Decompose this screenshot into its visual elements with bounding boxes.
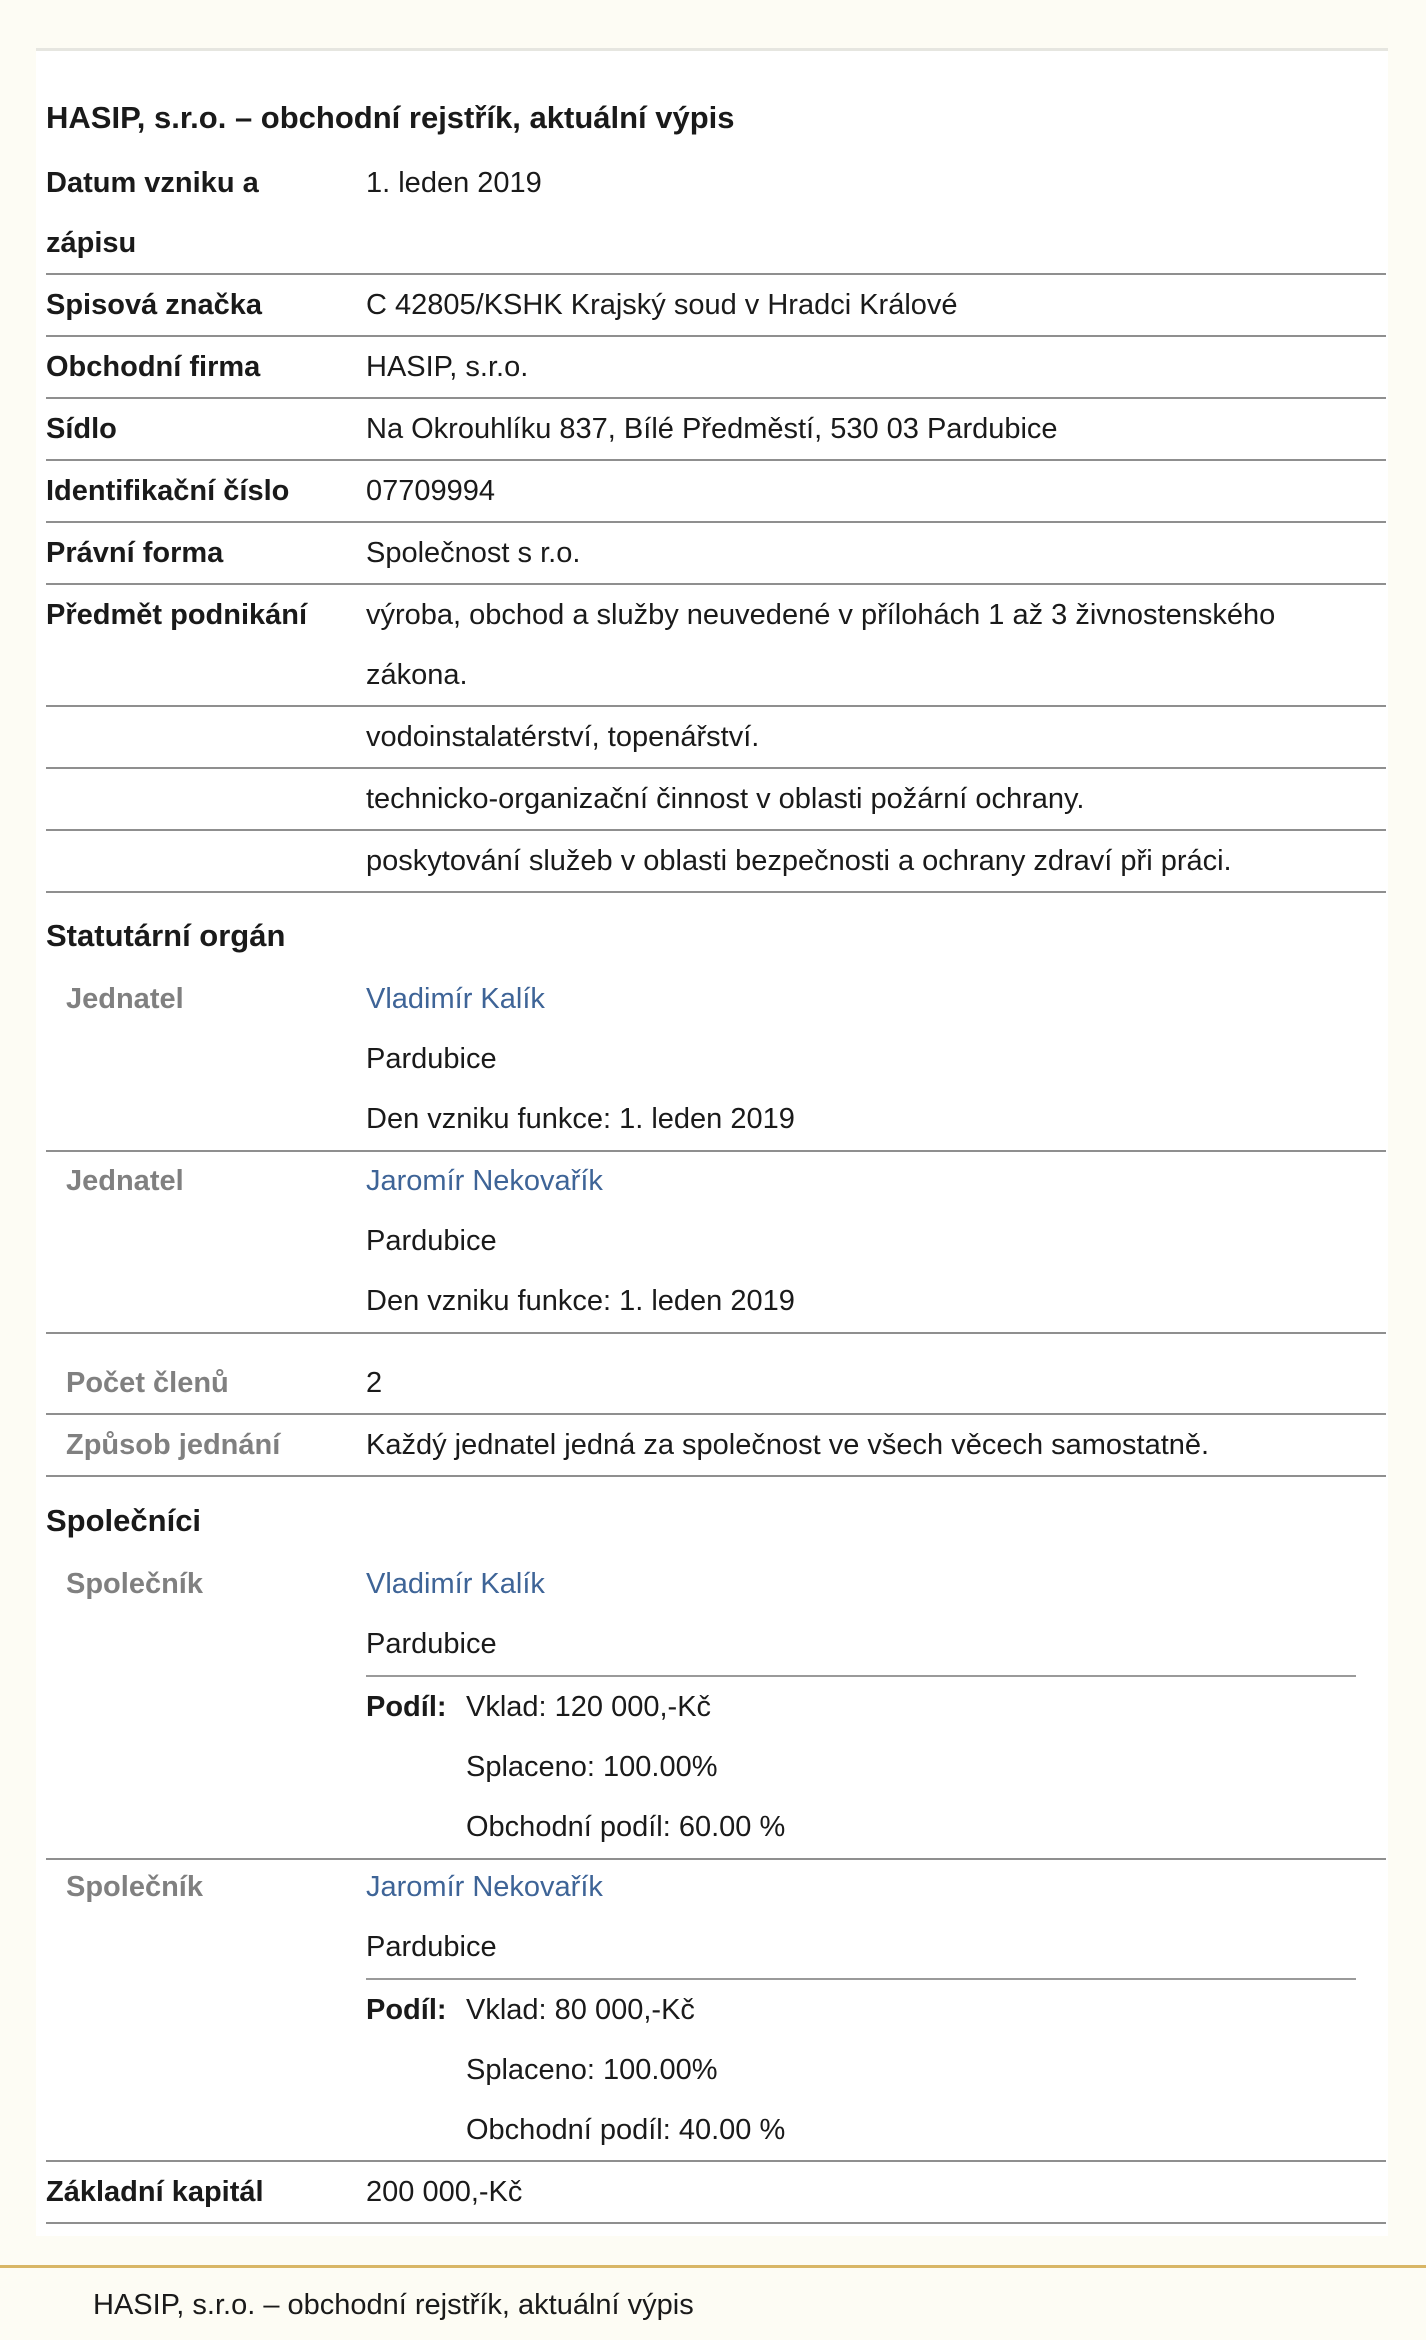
zakladni-kapital-value: 200 000,-Kč	[366, 2176, 523, 2208]
pravni-forma-label: Právní forma	[46, 537, 224, 569]
zakladni-kapital-label: Základní kapitál	[46, 2176, 264, 2208]
predmet-item-cont: zákona.	[366, 659, 468, 691]
jednatel-city: Pardubice	[366, 1043, 497, 1075]
footer-title: HASIP, s.r.o. – obchodní rejstřík, aktuální výpis	[93, 2289, 694, 2321]
row-divider	[46, 2222, 1386, 2224]
spolecnik-city: Pardubice	[366, 1931, 497, 1963]
jednatel-since: Den vzniku funkce: 1. leden 2019	[366, 1103, 795, 1135]
datum-vzniku-value: 1. leden 2019	[366, 167, 542, 199]
podil-label: Podíl:	[366, 1994, 447, 2026]
datum-vzniku-label-cont: zápisu	[46, 227, 137, 259]
row-divider	[46, 1332, 1386, 1334]
zpusob-jednani-value: Každý jednatel jedná za společnost ve všech věcech samostatně.	[366, 1429, 1210, 1461]
ico-value: 07709994	[366, 475, 496, 507]
obchodni-firma-value: HASIP, s.r.o.	[366, 351, 529, 383]
sidlo-label: Sídlo	[46, 413, 117, 445]
spolecnik-city: Pardubice	[366, 1628, 497, 1660]
predmet-item: technicko-organizační činnost v oblasti požární ochrany.	[366, 783, 1085, 815]
obchodni-firma-label: Obchodní firma	[46, 351, 261, 383]
predmet-item: vodoinstalatérství, topenářství.	[366, 721, 760, 753]
jednatel-name-link[interactable]: Vladimír Kalík	[366, 983, 545, 1015]
sidlo-value: Na Okrouhlíku 837, Bílé Předměstí, 530 03 Pardubice	[366, 413, 1058, 445]
spisova-znacka-label: Spisová značka	[46, 289, 262, 321]
spolecnik-role-label: Společník	[66, 1568, 203, 1600]
spisova-znacka-value: C 42805/KSHK Krajský soud v Hradci Králové	[366, 289, 958, 321]
zpusob-jednani-label: Způsob jednání	[66, 1429, 281, 1461]
row-divider	[46, 1858, 1386, 1860]
footer-divider	[0, 2265, 1426, 2268]
row-divider	[46, 521, 1386, 523]
datum-vzniku-label: Datum vzniku a	[46, 167, 259, 199]
obchodni-podil-value: Obchodní podíl: 60.00 %	[466, 1811, 786, 1843]
row-divider	[46, 1150, 1386, 1152]
predmet-podnikani-label: Předmět podnikání	[46, 599, 308, 631]
jednatel-role-label: Jednatel	[66, 983, 184, 1015]
spolecnici-heading: Společníci	[46, 1503, 202, 1538]
podil-label: Podíl:	[366, 1691, 447, 1723]
splaceno-value: Splaceno: 100.00%	[466, 2054, 718, 2086]
spolecnik-name-link[interactable]: Vladimír Kalík	[366, 1568, 545, 1600]
predmet-item: poskytování služeb v oblasti bezpečnosti a ochrany zdraví při práci.	[366, 845, 1232, 877]
row-divider	[46, 891, 1386, 893]
statutarni-organ-heading: Statutární orgán	[46, 918, 286, 953]
page-title: HASIP, s.r.o. – obchodní rejstřík, aktuální výpis	[46, 100, 735, 135]
splaceno-value: Splaceno: 100.00%	[466, 1751, 718, 1783]
spolecnik-name-link[interactable]: Jaromír Nekovařík	[366, 1871, 603, 1903]
ico-label: Identifikační číslo	[46, 475, 290, 507]
predmet-item: výroba, obchod a služby neuvedené v přílohách 1 až 3 živnostenského	[366, 599, 1276, 631]
jednatel-city: Pardubice	[366, 1225, 497, 1257]
row-divider	[46, 1475, 1386, 1477]
vklad-value: Vklad: 80 000,-Kč	[466, 1994, 695, 2026]
vklad-value: Vklad: 120 000,-Kč	[466, 1691, 712, 1723]
pocet-clenu-value: 2	[366, 1367, 383, 1399]
spolecnik-role-label: Společník	[66, 1871, 203, 1903]
pravni-forma-value: Společnost s r.o.	[366, 537, 581, 569]
jednatel-name-link[interactable]: Jaromír Nekovařík	[366, 1165, 603, 1197]
jednatel-role-label: Jednatel	[66, 1165, 184, 1197]
obchodni-podil-value: Obchodní podíl: 40.00 %	[466, 2114, 786, 2146]
pocet-clenu-label: Počet členů	[66, 1367, 229, 1399]
jednatel-since: Den vzniku funkce: 1. leden 2019	[366, 1285, 795, 1317]
